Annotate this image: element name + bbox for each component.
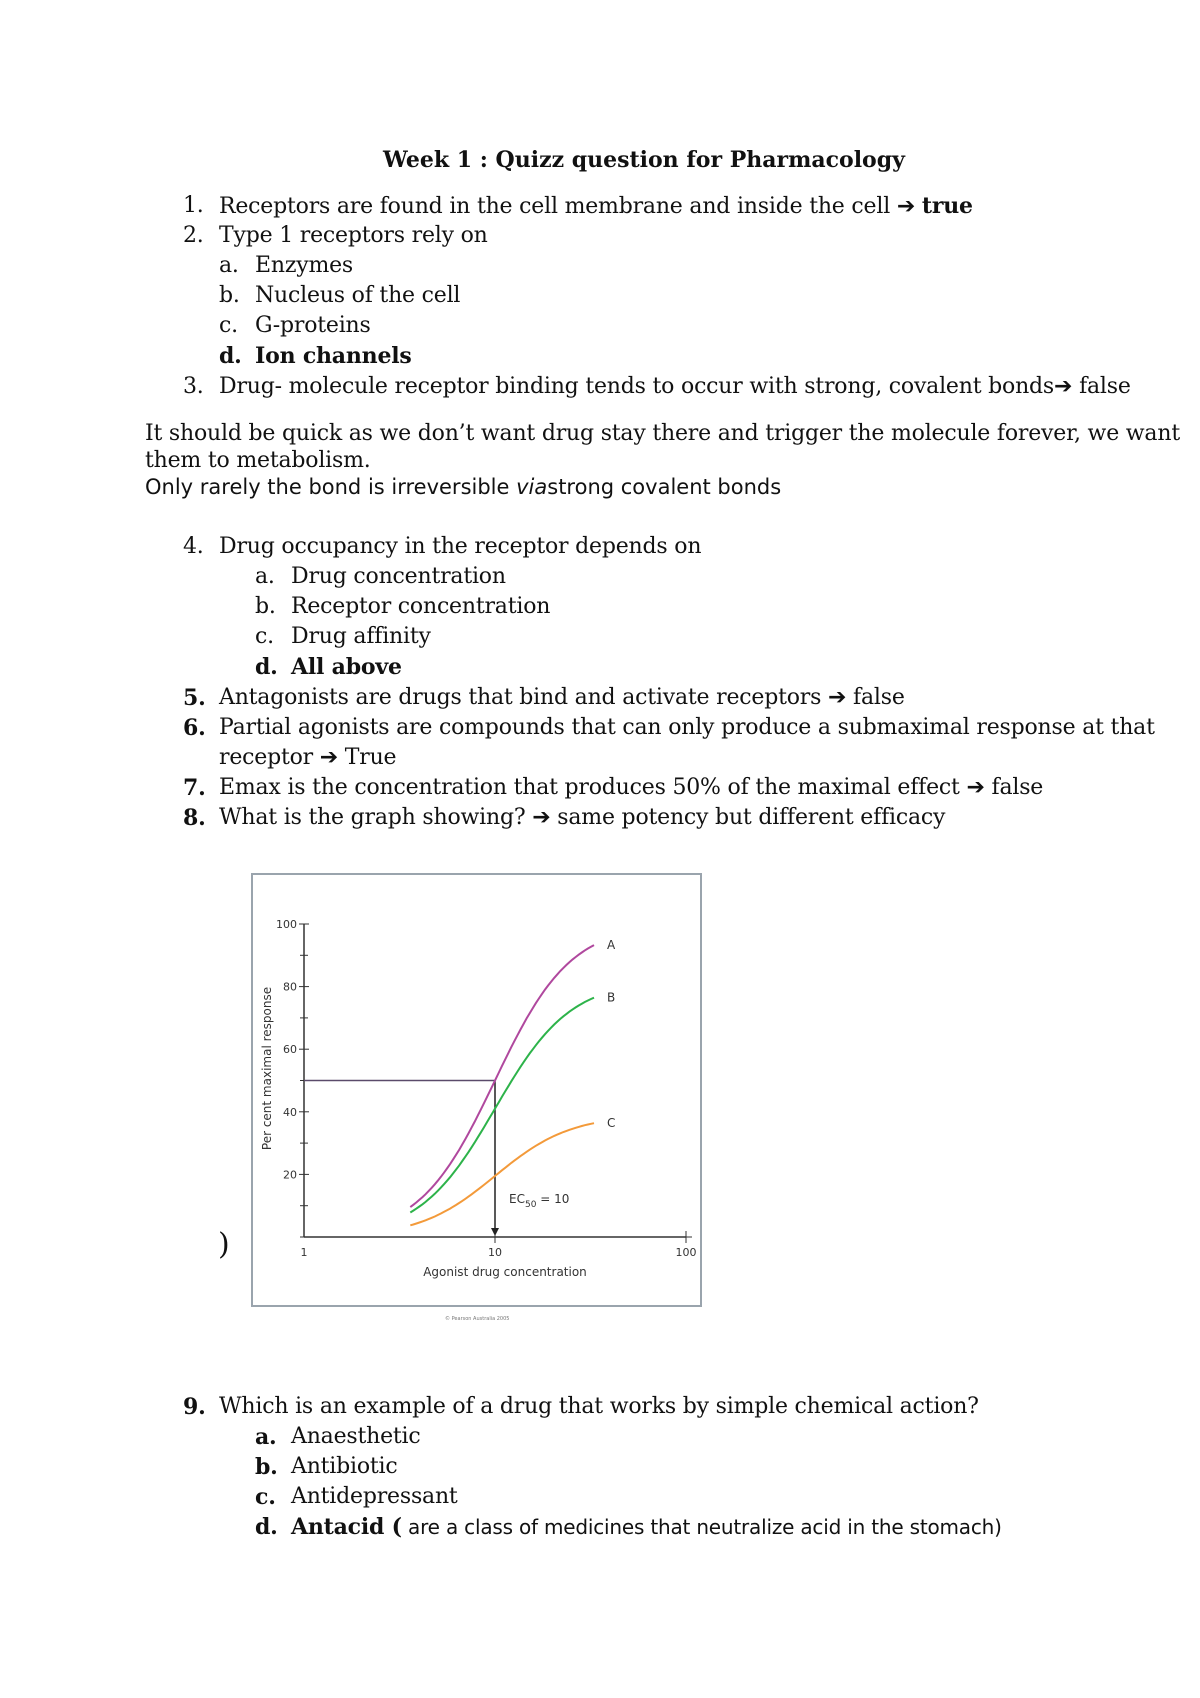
- ec50-arrowhead: [491, 1228, 499, 1236]
- option-letter: d.: [255, 1514, 278, 1540]
- answer: false: [853, 685, 905, 710]
- option-text: Enzymes: [255, 253, 354, 278]
- question-number: 9.: [183, 1394, 206, 1420]
- option-letter: b.: [255, 594, 276, 619]
- series-line-a: [410, 945, 594, 1207]
- question-3-text: [219, 374, 1131, 399]
- option-letter: a.: [255, 564, 275, 589]
- question-1-text: [219, 193, 973, 219]
- option-text: Antidepressant: [291, 1484, 458, 1509]
- y-tick-label: 100: [276, 918, 297, 931]
- stray-parenthesis: ): [218, 1227, 230, 1262]
- question-text: Receptors are found in the cell membrane and inside the cell: [219, 194, 891, 219]
- question-text: receptor: [219, 745, 313, 770]
- explanation-note: [145, 475, 781, 499]
- series-label: B: [607, 990, 616, 1005]
- option-text: G-proteins: [255, 313, 371, 338]
- option-text: Receptor concentration: [291, 594, 551, 619]
- question-8-text: [219, 805, 945, 830]
- question-6-text-cont: [219, 745, 396, 770]
- dose-response-figure: [251, 873, 702, 1307]
- series-label: A: [607, 938, 616, 953]
- option-text: Antibiotic: [291, 1454, 398, 1479]
- correct-option: [291, 1514, 1002, 1540]
- x-tick-label: 10: [488, 1246, 502, 1259]
- option-letter: c.: [255, 1484, 276, 1510]
- option-letter: c.: [219, 313, 238, 338]
- series-label: C: [607, 1116, 616, 1131]
- x-axis-label: Agonist drug concentration: [423, 1265, 587, 1279]
- note-text: strong covalent bonds: [547, 475, 782, 499]
- question-7-text: [219, 775, 1043, 800]
- explanation-line: It should be quick as we don’t want drug stay there and trigger the molecule forever, we want: [145, 421, 1180, 446]
- note-emphasis: via: [516, 475, 548, 499]
- option-note: are a class of medicines that neutralize acid in the stomach): [401, 1515, 1002, 1539]
- arrow-icon: ➔: [1054, 374, 1073, 399]
- option-letter: d.: [219, 343, 242, 369]
- correct-option-text: All above: [291, 654, 402, 680]
- answer: false: [1079, 374, 1131, 399]
- question-5-text: [219, 685, 905, 710]
- y-tick-label: 40: [283, 1105, 297, 1119]
- arrow-icon: ➔: [966, 775, 985, 800]
- option-letter: d.: [255, 654, 278, 680]
- question-text: Antagonists are drugs that bind and activate receptors: [219, 685, 822, 710]
- answer: true: [921, 193, 973, 219]
- explanation-line: them to metabolism.: [145, 448, 371, 473]
- question-text: Drug- molecule receptor binding tends to occur with strong, covalent bonds: [219, 374, 1055, 399]
- question-number: 1.: [183, 193, 204, 218]
- answer: false: [991, 775, 1044, 800]
- figure-copyright: © Pearson Australia 2005: [445, 1316, 510, 1322]
- question-1: [183, 193, 204, 218]
- question-number: 7.: [183, 775, 206, 801]
- question-9-text: Which is an example of a drug that works by simple chemical action?: [219, 1394, 979, 1419]
- question-text: Emax is the concentration that produces 50% of the maximal effect: [219, 775, 960, 800]
- question-2-text: Type 1 receptors rely on: [219, 223, 488, 248]
- option-letter: b.: [255, 1454, 278, 1480]
- question-number: 3.: [183, 374, 204, 399]
- arrow-icon: ➔: [896, 194, 916, 219]
- answer: True: [344, 745, 397, 770]
- y-axis-label: Per cent maximal response: [260, 986, 274, 1151]
- y-tick-label: 60: [283, 1043, 297, 1057]
- correct-option-text: Antacid (: [291, 1514, 402, 1540]
- option-text: Drug concentration: [291, 564, 506, 589]
- option-text: Drug affinity: [291, 624, 431, 649]
- correct-option-text: Ion channels: [255, 343, 412, 369]
- series-line-c: [410, 1123, 594, 1225]
- arrow-icon: ➔: [828, 685, 847, 710]
- arrow-icon: ➔: [532, 805, 551, 830]
- note-text: Only rarely the bond is irreversible: [145, 475, 517, 499]
- y-tick-label: 20: [283, 1168, 297, 1182]
- question-number: 6.: [183, 715, 206, 741]
- question-number: 4.: [183, 534, 204, 559]
- option-letter: a.: [255, 1424, 277, 1450]
- question-number: 8.: [183, 805, 206, 831]
- arrow-icon: ➔: [319, 745, 338, 770]
- dose-response-chart: [253, 875, 700, 1305]
- question-6-text: Partial agonists are compounds that can only produce a submaximal response at that: [219, 715, 1155, 740]
- x-tick-label: 1: [300, 1246, 308, 1259]
- y-tick-label: 80: [283, 980, 297, 994]
- option-text: Nucleus of the cell: [255, 283, 461, 308]
- option-letter: a.: [219, 253, 239, 278]
- ec50-label: $EC_{50} = 10$: [509, 1192, 570, 1210]
- answer: same potency but different efficacy: [557, 805, 946, 830]
- question-number: 2.: [183, 223, 204, 248]
- question-number: 5.: [183, 685, 206, 711]
- question-4-text: Drug occupancy in the receptor depends on: [219, 534, 702, 559]
- x-tick-label: 100: [675, 1246, 697, 1259]
- option-text: Anaesthetic: [291, 1424, 421, 1449]
- option-letter: b.: [219, 283, 240, 308]
- option-letter: c.: [255, 624, 274, 649]
- question-text: What is the graph showing?: [219, 805, 526, 830]
- page-title: Week 1 : Quizz question for Pharmacology: [383, 147, 905, 173]
